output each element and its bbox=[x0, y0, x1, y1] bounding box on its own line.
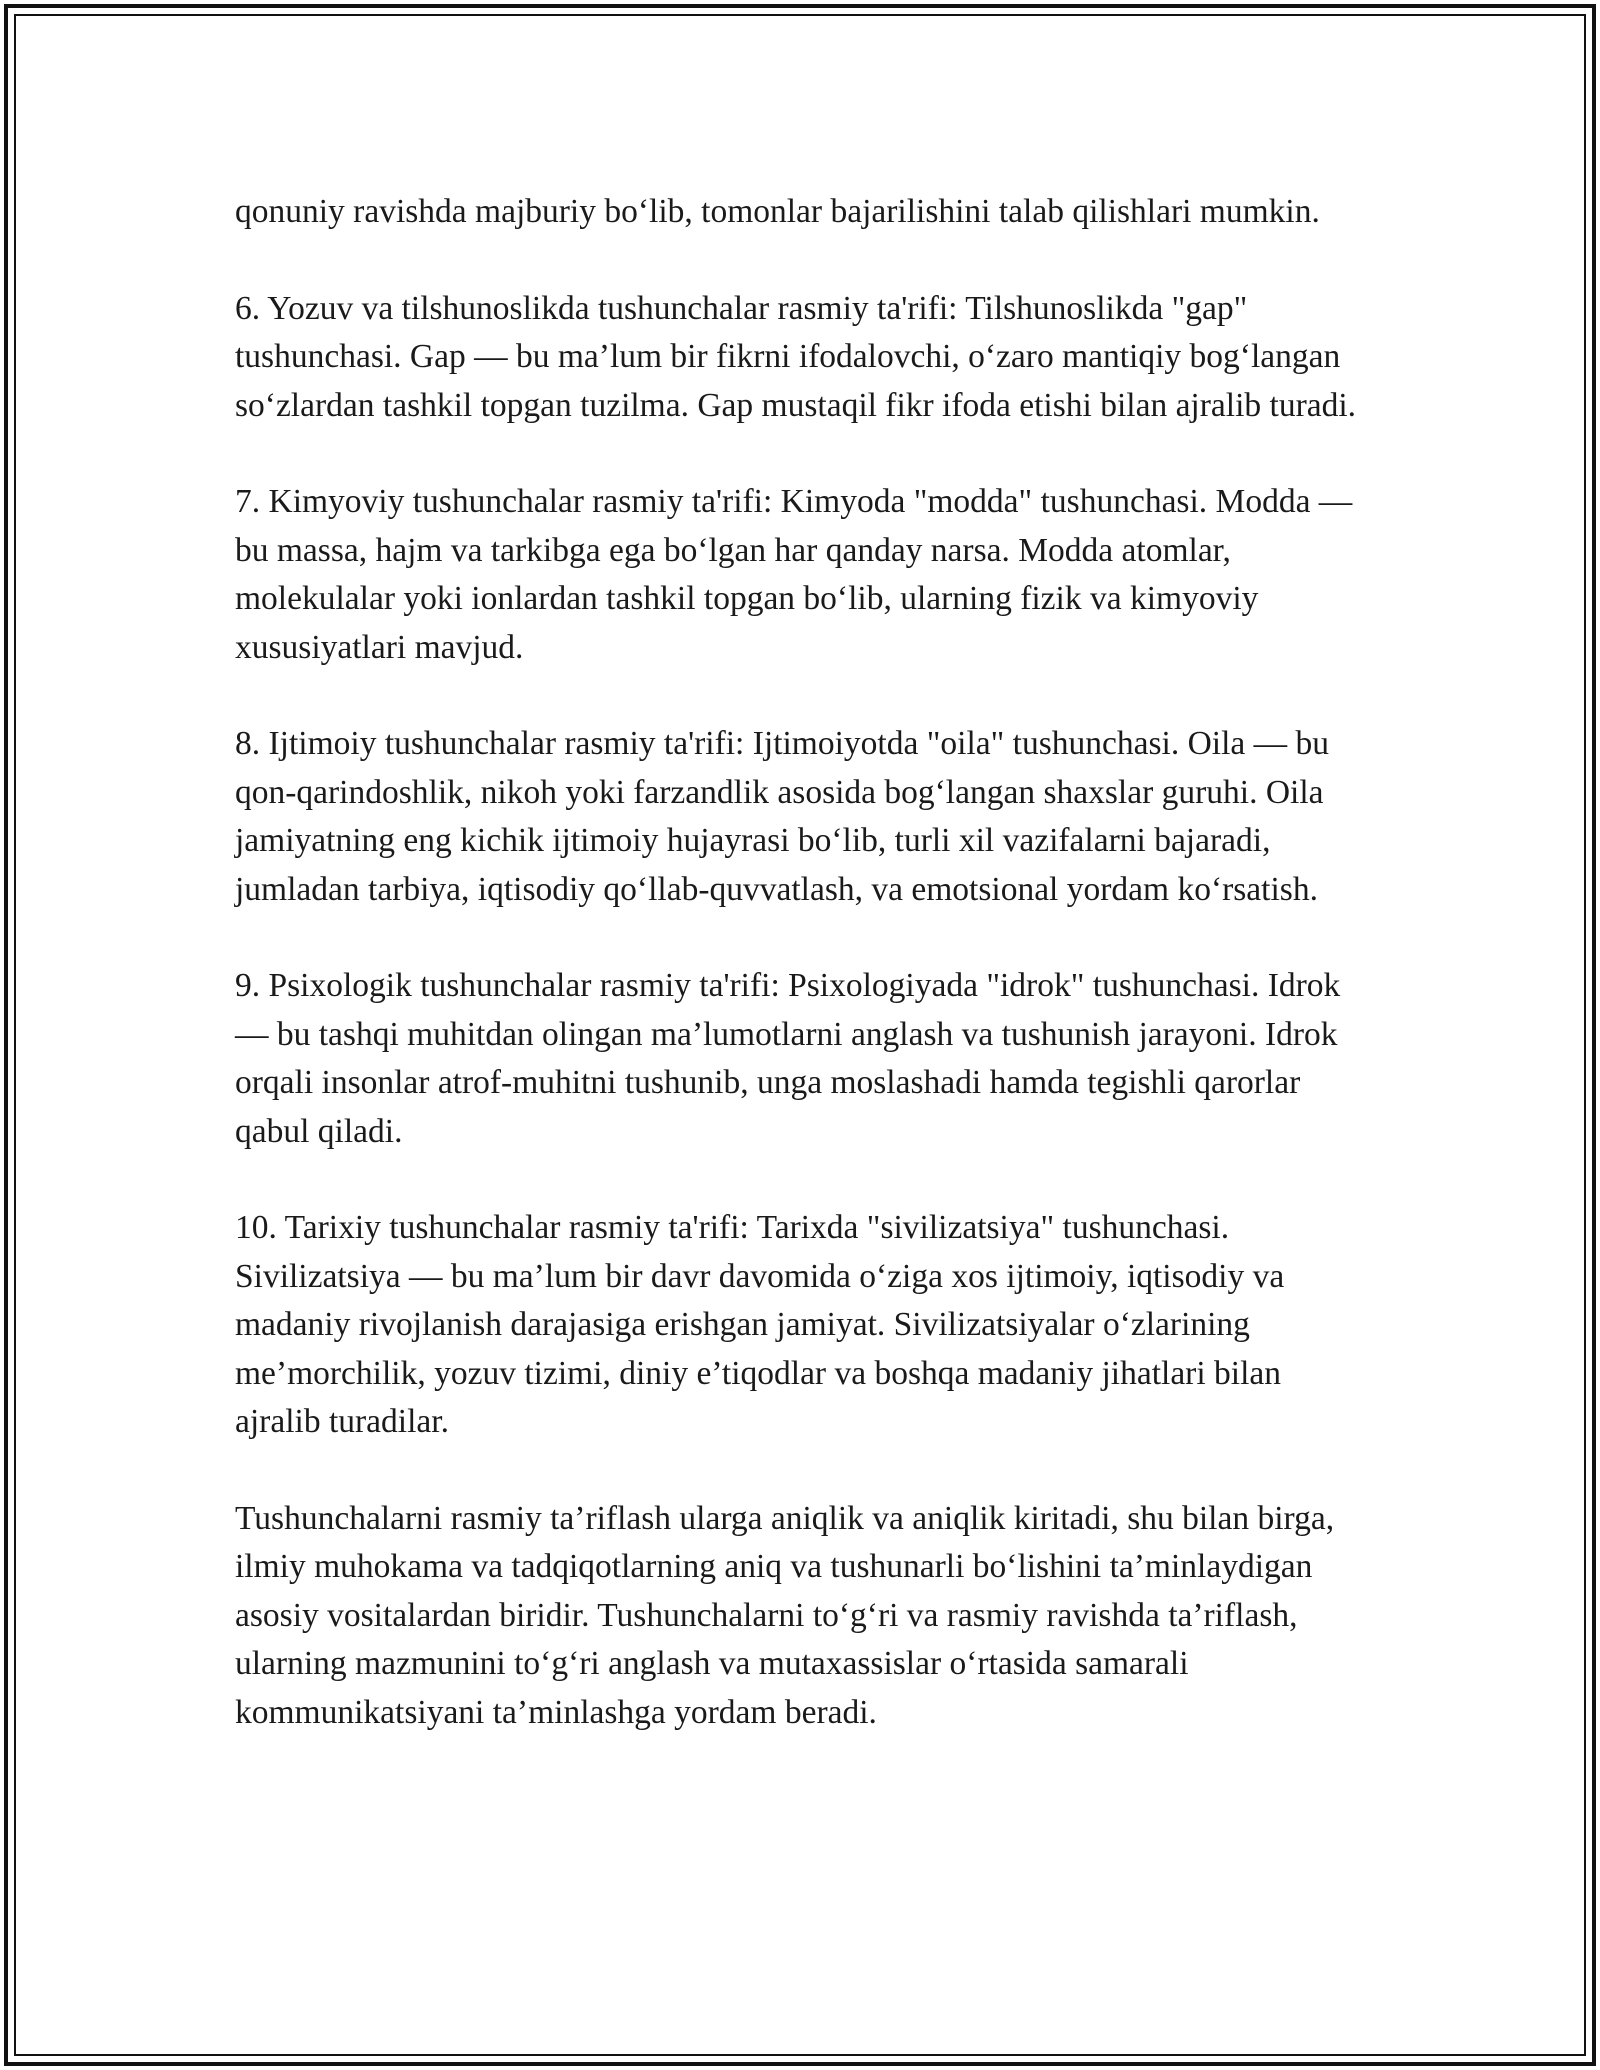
paragraph-chemistry-definition: 7. Kimyoviy tushunchalar rasmiy ta'rifi: Kimyoda "modda" tushunchasi. Modda — bu massa, hajm va tarkibga ega bo‘lgan har qanday narsa. Modda atomlar, molekulalar yoki ionlardan tashkil topgan bo‘lib, ularning fizik va kimyoviy xususiyatlari mavjud. bbox=[235, 483, 1353, 666]
paragraph-history-definition: 10. Tarixiy tushunchalar rasmiy ta'rifi: Tarixda "sivilizatsiya" tushunchasi. Sivilizatsiya — bu ma’lum bir davr davomida o‘ziga xos ijtimoiy, iqtisodiy va madaniy rivojlanish darajasiga erishgan jamiyat. Sivilizatsiyalar o‘zlarining me’morchilik, yozuv tizimi, diniy e’tiqodlar va boshqa madaniy jihatlari bilan ajralib turadilar. bbox=[235, 1209, 1285, 1440]
paragraph-continuation: qonuniy ravishda majburiy bo‘lib, tomonlar bajarilishini talab qilishlari mumkin. bbox=[235, 193, 1320, 230]
paragraph-psychology-definition: 9. Psixologik tushunchalar rasmiy ta'rifi: Psixologiyada "idrok" tushunchasi. Idrok — bu tashqi muhitdan olingan ma’lumotlarni anglash va tushunish jarayoni. Idrok orqali insonlar atrof-muhitni tushunib, unga moslashadi hamda tegishli qarorlar qabul qiladi. bbox=[235, 967, 1341, 1150]
paragraph-conclusion: Tushunchalarni rasmiy ta’riflash ularga aniqlik va aniqlik kiritadi, shu bilan birga, ilmiy muhokama va tadqiqotlarning aniq va tushunarli bo‘lishini ta’minlaydigan asosiy vositalardan biridir. Tushunchalarni to‘g‘ri va rasmiy ravishda ta’riflash, ularning mazmunini to‘g‘ri anglash va mutaxassislar o‘rtasida samarali kommunikatsiyani ta’minlashga yordam beradi. bbox=[235, 1499, 1335, 1731]
paragraph-linguistics-definition: 6. Yozuv va tilshunoslikda tushunchalar rasmiy ta'rifi: Tilshunoslikda "gap" tushunchasi. Gap — bu ma’lum bir fikrni ifodalovchi, o‘zaro mantiqiy bog‘langan so‘zlardan tashkil topgan tuzilma. Gap mustaqil fikr ifoda etishi bilan ajralib turadi. bbox=[235, 289, 1357, 424]
paragraph-social-definition: 8. Ijtimoiy tushunchalar rasmiy ta'rifi: Ijtimoiyotda "oila" tushunchasi. Oila — bu qon-qarindoshlik, nikoh yoki farzandlik asosida bog‘langan shaxslar guruhi. Oila jamiyatning eng kichik ijtimoiy hujayrasi bo‘lib, turli xil vazifalarni bajaradi, jumladan tarbiya, iqtisodiy qo‘llab-quvvatlash, va emotsional yordam ko‘rsatish. bbox=[235, 725, 1330, 908]
document-body bbox=[235, 188, 1370, 1785]
